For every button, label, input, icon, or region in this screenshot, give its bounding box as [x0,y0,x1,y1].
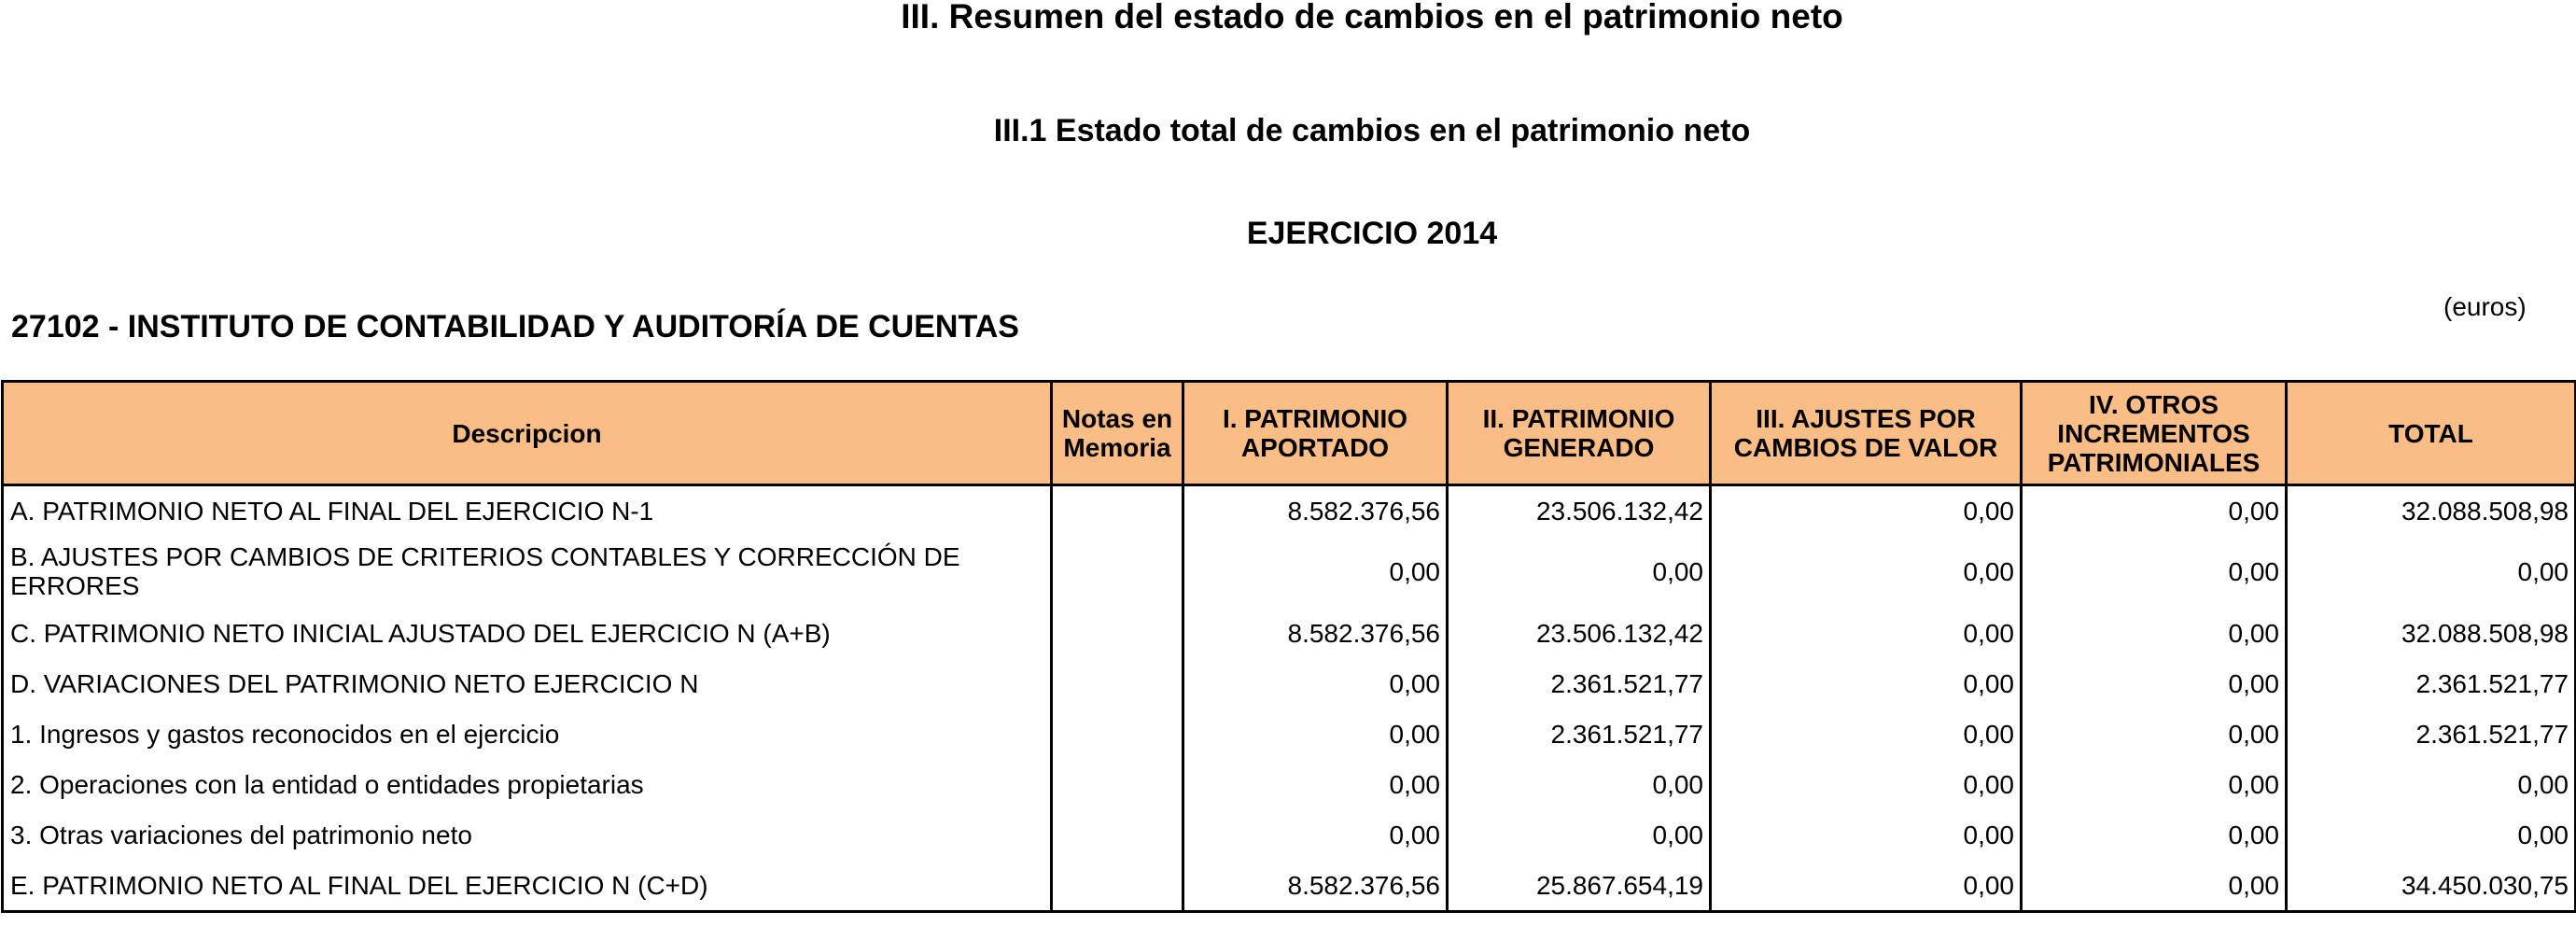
row-total: 2.361.521,77 [2287,658,2576,709]
table-row [3,485,2576,536]
row-description: 3. Otras variaciones del patrimonio neto [3,809,1052,860]
row-description: D. VARIACIONES DEL PATRIMONIO NETO EJERCICIO N [3,658,1052,709]
table-row [3,658,2576,709]
row-description: B. AJUSTES POR CAMBIOS DE CRITERIOS CONTABLES Y CORRECCIÓN DE ERRORES [3,535,1052,608]
table-row [3,809,2576,860]
row-description: E. PATRIMONIO NETO AL FINAL DEL EJERCICIO N (C+D) [3,860,1052,912]
header-notes: Notas en Memoria [1052,382,1183,485]
row-notes [1052,485,1183,536]
row-patrimonio-aportado: 8.582.376,56 [1183,860,1448,912]
row-description: 2. Operaciones con la entidad o entidades propietarias [3,759,1052,809]
row-patrimonio-generado: 0,00 [1448,759,1711,809]
header-ajustes-valor: III. AJUSTES POR CAMBIOS DE VALOR [1711,382,2022,485]
table-row [3,759,2576,809]
report-subtitle: III.1 Estado total de cambios en el patrimonio neto [993,113,1751,148]
header-patrimonio-generado: II. PATRIMONIO GENERADO [1448,382,1711,485]
units-label: (euros) [2443,292,2527,321]
exercise-label: EJERCICIO 2014 [1246,216,1498,251]
row-otros-incrementos: 0,00 [2022,608,2287,658]
row-total: 34.450.030,75 [2287,860,2576,912]
row-ajustes-valor: 0,00 [1711,608,2022,658]
row-ajustes-valor: 0,00 [1711,535,2022,608]
table-row [3,535,2576,608]
row-patrimonio-aportado: 0,00 [1183,535,1448,608]
header-total: TOTAL [2287,382,2576,485]
report-title: III. Resumen del estado de cambios en el patrimonio neto [901,0,1843,35]
row-total: 0,00 [2287,809,2576,860]
equity-changes-table [1,380,2576,913]
row-patrimonio-generado: 0,00 [1448,535,1711,608]
header-otros-incrementos: IV. OTROS INCREMENTOS PATRIMONIALES [2022,382,2287,485]
row-notes [1052,658,1183,709]
row-patrimonio-generado: 2.361.521,77 [1448,709,1711,759]
row-patrimonio-generado: 0,00 [1448,809,1711,860]
row-otros-incrementos: 0,00 [2022,759,2287,809]
row-notes [1052,535,1183,608]
row-patrimonio-generado: 25.867.654,19 [1448,860,1711,912]
table-row [3,860,2576,912]
row-total: 32.088.508,98 [2287,608,2576,658]
entity-name: 27102 - INSTITUTO DE CONTABILIDAD Y AUDITORÍA DE CUENTAS [11,309,1019,344]
row-patrimonio-generado: 2.361.521,77 [1448,658,1711,709]
row-total: 2.361.521,77 [2287,709,2576,759]
row-ajustes-valor: 0,00 [1711,860,2022,912]
row-ajustes-valor: 0,00 [1711,658,2022,709]
row-description: A. PATRIMONIO NETO AL FINAL DEL EJERCICIO N-1 [3,485,1052,536]
header-patrimonio-aportado: I. PATRIMONIO APORTADO [1183,382,1448,485]
row-notes [1052,709,1183,759]
row-total: 0,00 [2287,759,2576,809]
row-total: 0,00 [2287,535,2576,608]
row-ajustes-valor: 0,00 [1711,709,2022,759]
row-total: 32.088.508,98 [2287,485,2576,536]
table-header-row [3,382,2576,485]
row-patrimonio-aportado: 0,00 [1183,709,1448,759]
row-otros-incrementos: 0,00 [2022,485,2287,536]
row-notes [1052,608,1183,658]
row-otros-incrementos: 0,00 [2022,709,2287,759]
row-patrimonio-aportado: 0,00 [1183,658,1448,709]
row-patrimonio-aportado: 8.582.376,56 [1183,608,1448,658]
row-patrimonio-generado: 23.506.132,42 [1448,608,1711,658]
row-patrimonio-aportado: 0,00 [1183,809,1448,860]
row-otros-incrementos: 0,00 [2022,658,2287,709]
row-ajustes-valor: 0,00 [1711,485,2022,536]
header-description: Descripcion [3,382,1052,485]
row-ajustes-valor: 0,00 [1711,759,2022,809]
table-row [3,709,2576,759]
row-description: C. PATRIMONIO NETO INICIAL AJUSTADO DEL EJERCICIO N (A+B) [3,608,1052,658]
table-row [3,608,2576,658]
row-ajustes-valor: 0,00 [1711,809,2022,860]
row-otros-incrementos: 0,00 [2022,860,2287,912]
row-otros-incrementos: 0,00 [2022,535,2287,608]
row-patrimonio-generado: 23.506.132,42 [1448,485,1711,536]
row-patrimonio-aportado: 0,00 [1183,759,1448,809]
row-description: 1. Ingresos y gastos reconocidos en el ejercicio [3,709,1052,759]
row-notes [1052,860,1183,912]
row-otros-incrementos: 0,00 [2022,809,2287,860]
row-notes [1052,759,1183,809]
row-notes [1052,809,1183,860]
row-patrimonio-aportado: 8.582.376,56 [1183,485,1448,536]
